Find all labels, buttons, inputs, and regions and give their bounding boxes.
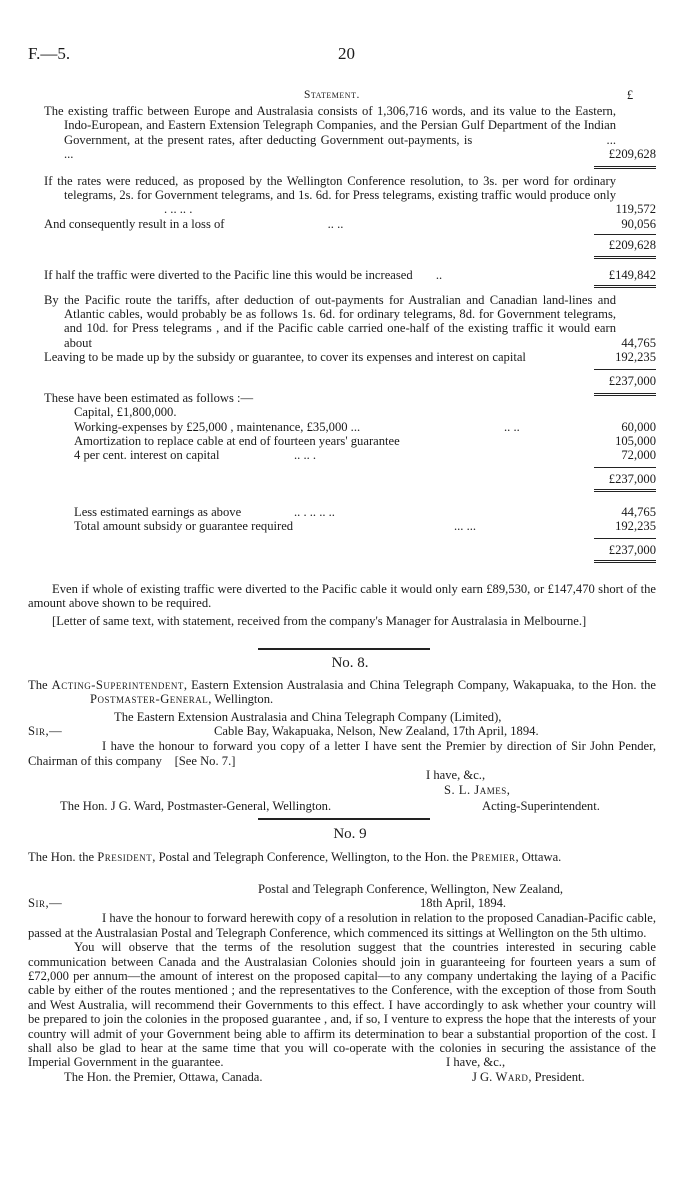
estimate-interest: 4 per cent. interest on capital <box>74 448 220 463</box>
statement-section <box>44 88 656 566</box>
leader-dots: .. .. . <box>294 448 317 463</box>
no9-addressee: The Hon. the Premier, Ottawa, Canada. <box>64 1069 263 1084</box>
no8-company: The Eastern Extension Australasia and China Telegraph Company (Limited), <box>114 710 502 724</box>
section-divider <box>258 818 430 820</box>
no8-signature: S. L. James, <box>444 782 511 797</box>
estimates-heading: These have been estimated as follows :— <box>44 390 254 405</box>
no9-salutation: Sir,— <box>28 896 63 911</box>
no9-closing: I have, &c., <box>446 1054 506 1069</box>
statement-para-existing-traffic: The existing traffic between Europe and Australasia consists of 1,306,716 words, and its value to the Eastern, Indo-European, and Eastern Extension Telegraph Companies, and the Persian Gulf Department of the Indian Government, at the present rates, after deducting Government out-payments, is ... ... <box>44 104 616 162</box>
closing-notes <box>28 582 656 628</box>
closing-para-letter-note: [Letter of same text, with statement, received from the company's Manager for Australasia in Melbourne.] <box>52 613 587 628</box>
section-title-no9: No. 9 <box>333 826 367 842</box>
rule <box>594 393 656 398</box>
amount-less: 44,765 <box>621 504 656 519</box>
amount-existing: £209,628 <box>608 147 656 162</box>
leader-dots: ... ... <box>454 519 477 534</box>
section-title-no8: No. 8. <box>331 655 369 671</box>
rule <box>594 467 656 468</box>
amount-leaving: 192,235 <box>615 350 656 365</box>
no9-address: The Hon. the President, Postal and Telegraph Conference, Wellington, to the Hon. the Premier, Ottawa. <box>28 850 562 864</box>
no8-letter <box>28 710 656 814</box>
page-number: 20 <box>338 44 355 63</box>
rule <box>594 369 656 370</box>
no8-body: I have the honour to forward you copy of a letter I have sent the Premier by direction of Sir John Pender, Chairman of this company [See No. 7.] <box>28 739 656 768</box>
less-earnings: Less estimated earnings as above <box>74 504 242 519</box>
amount-subsidy: 192,235 <box>615 519 656 534</box>
statement-para-half-traffic: If half the traffic were diverted to the Pacific line this would be increased .. <box>44 268 443 283</box>
rule <box>594 166 656 171</box>
no8-place-date: Cable Bay, Wakapuaka, Nelson, New Zealand, 17th April, 1894. <box>214 724 539 739</box>
final-total: £237,000 <box>608 542 656 557</box>
no9-from: Postal and Telegraph Conference, Wellington, New Zealand, <box>258 882 564 896</box>
amount-working: 60,000 <box>621 419 656 434</box>
leader-dots: .. . .. .. .. <box>294 504 335 519</box>
estimate-capital: Capital, £1,800,000. <box>74 405 177 420</box>
no8-salutation: Sir,— <box>28 724 63 739</box>
statement-para-leaving: Leaving to be made up by the subsidy or guarantee, to cover its expenses and interest on capital <box>44 350 526 365</box>
total-loss: £209,628 <box>608 238 656 253</box>
document-reference: F.—5. <box>28 44 71 63</box>
section-divider <box>258 648 430 650</box>
statement-para-loss: And consequently result in a loss of .. .. <box>44 216 344 231</box>
amount-half-traffic: £149,842 <box>608 268 656 283</box>
amount-amortization: 105,000 <box>615 433 656 448</box>
amount-interest: 72,000 <box>621 448 656 463</box>
no9-signature: J G. Ward, President. <box>472 1069 585 1084</box>
rule <box>594 538 656 539</box>
currency-symbol: £ <box>626 88 634 102</box>
leader-dots: .. .. <box>504 419 520 434</box>
total-estimates: £237,000 <box>608 471 656 486</box>
rule <box>594 285 656 290</box>
estimate-working: Working-expenses by £25,000 , maintenance, £35,000 ... <box>74 419 361 434</box>
no8-closing: I have, &c., <box>426 768 486 783</box>
total-subsidy: Total amount subsidy or guarantee required <box>74 519 294 534</box>
amount-pacific-earn: 44,765 <box>621 335 656 350</box>
rule <box>594 489 656 494</box>
no9-date: 18th April, 1894. <box>420 896 507 911</box>
estimate-amortization: Amortization to replace cable at end of fourteen years' guarantee <box>74 433 400 448</box>
rule <box>594 234 656 235</box>
rule <box>594 256 656 261</box>
no8-address: The Acting-Superintendent, Eastern Extension Australasia and China Telegraph Company, Wakapuaka, to the Hon. the Postmaster-General, Wellington. <box>28 678 656 707</box>
no9-para-1: I have the honour to forward herewith copy of a resolution in relation to the proposed Canadian-Pacific cable, passed at the Australasian Postal and Telegraph Conference, which commenced its sittings at Wellington on the 5th ultimo. <box>28 911 656 940</box>
no8-addressee: The Hon. J G. Ward, Postmaster-General, Wellington. <box>60 799 332 814</box>
amount-reduced: 119,572 <box>615 202 656 217</box>
statement-para-pacific-route: By the Pacific route the tariffs, after deduction of out-payments for Australian and Canadian land-lines and Atlantic cables, would probably be as follows 1s. 6d. for ordinary telegrams, 8d. for Government telegrams, and 10d. for Press telegrams , and if the Pacific cable carried one-half of the existing traffic it would earn about <box>44 292 616 350</box>
statement-heading: Statement. <box>304 89 360 101</box>
rule <box>594 560 656 565</box>
no8-sign-title: Acting-Superintendent. <box>482 799 600 814</box>
no9-para-2: You will observe that the terms of the resolution suggest that the countries interested in securing cable communication between Canada and the Australasian Colonies should join in guaranteeing for fourteen years a sum of £72,000 per annum—the amount of interest on the proposed capital—to any company undertaking the laying of a Pacific cable by either of the routes mentioned ; and the representatives to the Conference, with the exception of those from South and West Australia, will recommend their Governments to this effect. I have accordingly to ask whether your country will be prepared to join the colonies in the proposed guarantee , and, if so, I venture to express the hope that the interests of your country will admit of your Government being able to affirm its determination to bear a substantial proportion of the cost. I shall also be glad to hear at the same time that you will co-operate with the colonies in securing the assistance of the Imperial Government in the guarantee. <box>28 940 656 1070</box>
no9-letter <box>28 882 656 1085</box>
total-pacific: £237,000 <box>608 373 656 388</box>
amount-loss: 90,056 <box>621 216 656 231</box>
statement-para-reduced-rates: If the rates were reduced, as proposed by the Wellington Conference resolution, to 3s. per word for ordinary telegrams, 2s. for Government telegrams, and 1s. 6d. for Press telegrams, existing traffic would produce only . .. .. . <box>44 173 616 217</box>
closing-para-diverted: Even if whole of existing traffic were diverted to the Pacific cable it would only earn £89,530, or £147,470 short of the amount above shown to be required. <box>28 582 656 611</box>
